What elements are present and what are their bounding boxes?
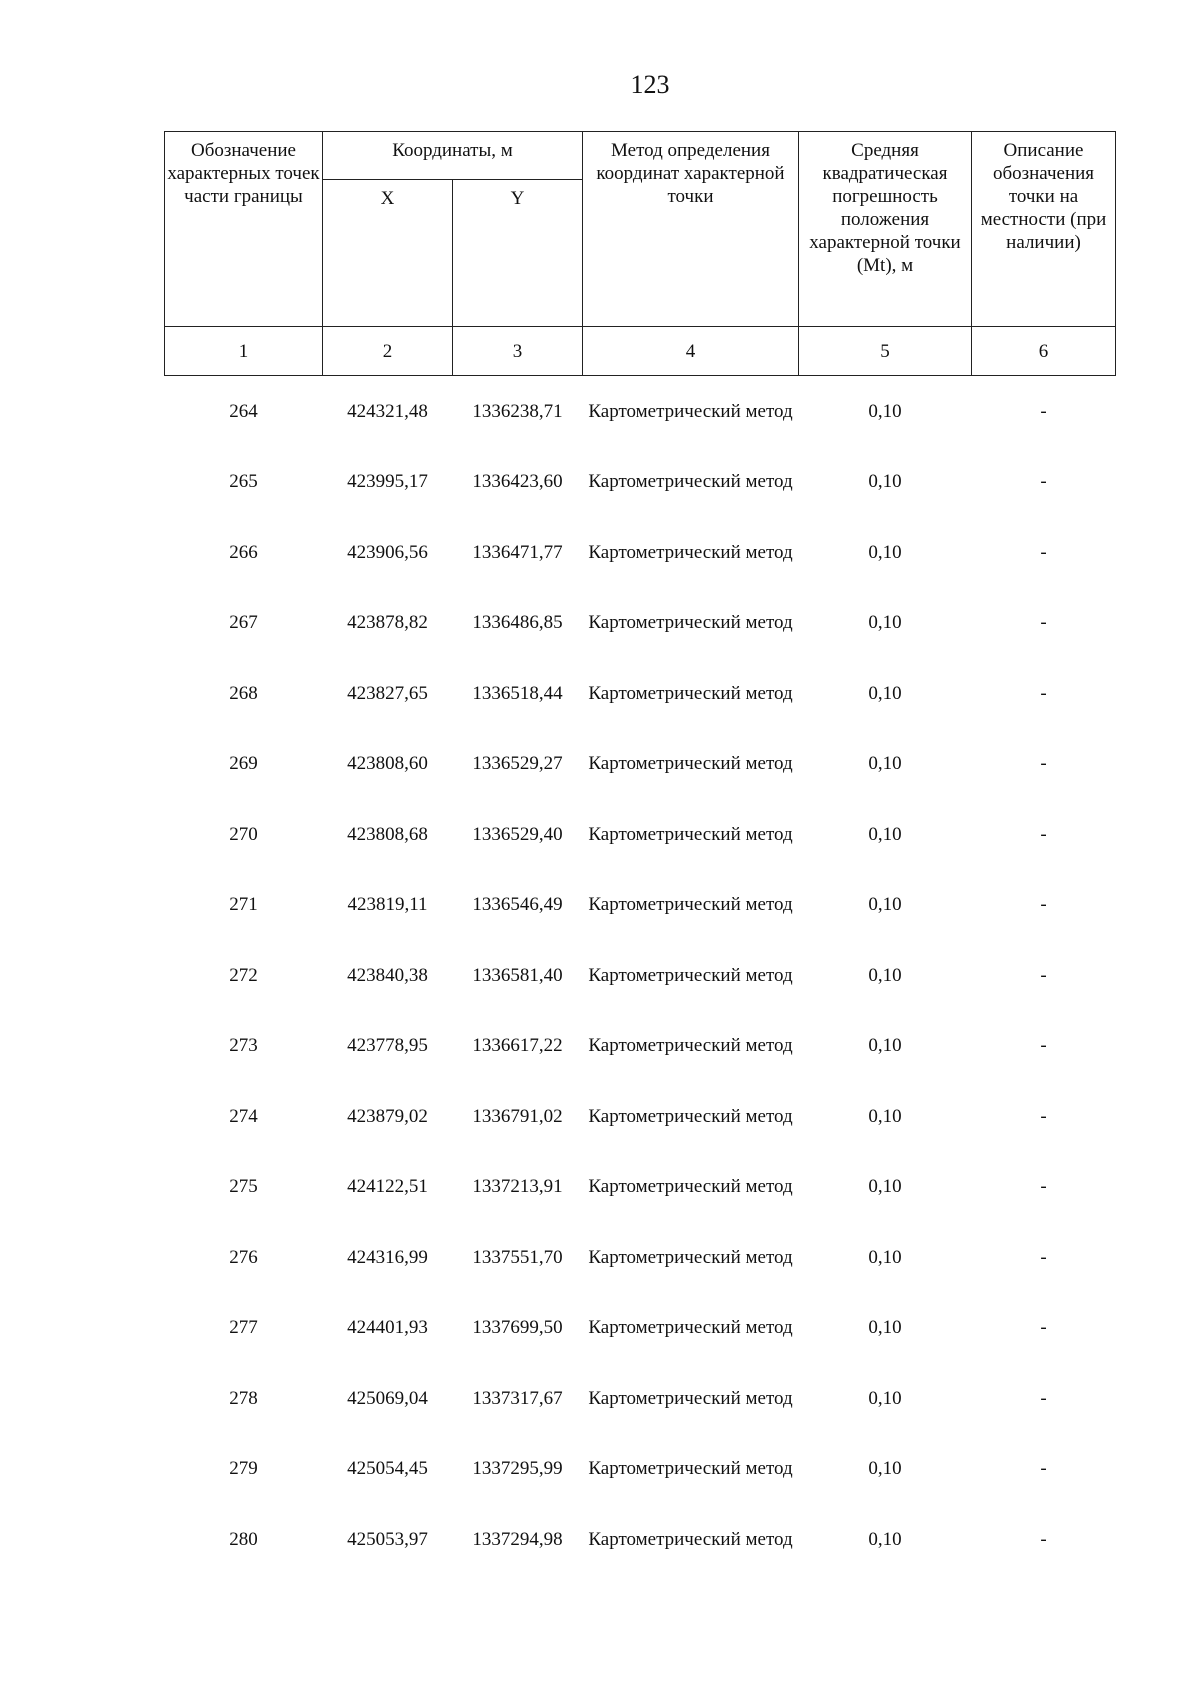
y-coordinate-cell: 1336546,49 (472, 894, 563, 916)
description-cell: - (1040, 753, 1047, 775)
x-coordinate-cell: 423808,68 (347, 823, 428, 845)
description-cell: - (1040, 1317, 1047, 1339)
table-row (165, 1293, 1116, 1364)
description-cell: - (1040, 1176, 1047, 1198)
error-cell: 0,10 (868, 1246, 902, 1268)
table-body (165, 376, 1116, 1575)
table-row (165, 1222, 1116, 1293)
header-point: Обозначение характерных точек части границы (165, 132, 323, 327)
method-cell (583, 447, 799, 518)
y-coordinate-cell: 1336486,85 (472, 612, 563, 634)
boundary-points-table (164, 131, 1116, 1575)
x-coordinate-cell: 423819,11 (347, 894, 428, 916)
header-method: Метод определения координат характерной точки (583, 132, 799, 327)
table-row (165, 658, 1116, 729)
header-coordinates: Координаты, м (323, 132, 583, 180)
y-coordinate-cell: 1336529,40 (472, 823, 563, 845)
method-text: Картометрический метод (588, 1458, 793, 1480)
error-cell: 0,10 (868, 1387, 902, 1409)
point-cell: 279 (229, 1458, 258, 1480)
description-cell: - (1040, 1458, 1047, 1480)
table-row (165, 517, 1116, 588)
column-numbers-row (165, 327, 1116, 376)
method-cell (583, 870, 799, 941)
method-text: Картометрический метод (588, 1387, 793, 1409)
column-number: 1 (165, 327, 323, 376)
error-cell: 0,10 (868, 682, 902, 704)
point-cell: 272 (229, 964, 258, 986)
point-cell: 271 (229, 894, 258, 916)
y-coordinate-cell: 1337551,70 (472, 1246, 563, 1268)
point-cell: 278 (229, 1387, 258, 1409)
point-cell: 269 (229, 753, 258, 775)
y-coordinate-cell: 1337294,98 (472, 1528, 563, 1550)
header-x: X (323, 180, 453, 327)
description-cell: - (1040, 964, 1047, 986)
description-cell: - (1040, 1035, 1047, 1057)
method-text: Картометрический метод (588, 823, 793, 845)
error-cell: 0,10 (868, 1528, 902, 1550)
table-row (165, 588, 1116, 659)
point-cell: 274 (229, 1105, 258, 1127)
table-row (165, 940, 1116, 1011)
x-coordinate-cell: 423808,60 (347, 753, 428, 775)
x-coordinate-cell: 423878,82 (347, 612, 428, 634)
header-description: Описание обозначения точки на местности (при наличии) (972, 132, 1116, 327)
point-cell: 264 (229, 400, 258, 422)
error-cell: 0,10 (868, 1458, 902, 1480)
method-text: Картометрический метод (588, 964, 793, 986)
x-coordinate-cell: 423840,38 (347, 964, 428, 986)
description-cell: - (1040, 1387, 1047, 1409)
description-cell: - (1040, 612, 1047, 634)
method-cell (583, 1081, 799, 1152)
method-cell (583, 376, 799, 447)
method-cell (583, 1363, 799, 1434)
description-cell: - (1040, 1246, 1047, 1268)
x-coordinate-cell: 423879,02 (347, 1105, 428, 1127)
point-cell: 265 (229, 471, 258, 493)
method-cell (583, 799, 799, 870)
error-cell: 0,10 (868, 1176, 902, 1198)
description-cell: - (1040, 400, 1047, 422)
error-cell: 0,10 (868, 400, 902, 422)
point-cell: 276 (229, 1246, 258, 1268)
error-cell: 0,10 (868, 964, 902, 986)
method-text: Картометрический метод (588, 1105, 793, 1127)
error-cell: 0,10 (868, 1317, 902, 1339)
y-coordinate-cell: 1337317,67 (472, 1387, 563, 1409)
method-cell (583, 1434, 799, 1505)
method-cell (583, 1222, 799, 1293)
x-coordinate-cell: 425069,04 (347, 1387, 428, 1409)
table-row (165, 1363, 1116, 1434)
description-cell: - (1040, 1528, 1047, 1550)
point-cell: 266 (229, 541, 258, 563)
y-coordinate-cell: 1336617,22 (472, 1035, 563, 1057)
column-number: 3 (453, 327, 583, 376)
error-cell: 0,10 (868, 612, 902, 634)
method-cell (583, 1504, 799, 1575)
method-text: Картометрический метод (588, 894, 793, 916)
table-row (165, 1152, 1116, 1223)
header-y: Y (453, 180, 583, 327)
y-coordinate-cell: 1336471,77 (472, 541, 563, 563)
error-cell: 0,10 (868, 894, 902, 916)
page-number: 123 (630, 70, 670, 99)
table-row (165, 447, 1116, 518)
y-coordinate-cell: 1337699,50 (472, 1317, 563, 1339)
x-coordinate-cell: 423995,17 (347, 471, 428, 493)
method-text: Картометрический метод (588, 682, 793, 704)
column-number: 6 (972, 327, 1116, 376)
description-cell: - (1040, 682, 1047, 704)
method-text: Картометрический метод (588, 471, 793, 493)
description-cell: - (1040, 471, 1047, 493)
y-coordinate-cell: 1336529,27 (472, 753, 563, 775)
column-number: 4 (583, 327, 799, 376)
error-cell: 0,10 (868, 823, 902, 845)
y-coordinate-cell: 1336791,02 (472, 1105, 563, 1127)
method-text: Картометрический метод (588, 612, 793, 634)
point-cell: 268 (229, 682, 258, 704)
method-text: Картометрический метод (588, 753, 793, 775)
method-text: Картометрический метод (588, 1246, 793, 1268)
x-coordinate-cell: 425054,45 (347, 1458, 428, 1480)
method-text: Картометрический метод (588, 1528, 793, 1550)
description-cell: - (1040, 541, 1047, 563)
method-cell (583, 588, 799, 659)
point-cell: 267 (229, 612, 258, 634)
x-coordinate-cell: 423827,65 (347, 682, 428, 704)
x-coordinate-cell: 424122,51 (347, 1176, 428, 1198)
y-coordinate-cell: 1336238,71 (472, 400, 563, 422)
y-coordinate-cell: 1336518,44 (472, 682, 563, 704)
point-cell: 277 (229, 1317, 258, 1339)
method-text: Картометрический метод (588, 1317, 793, 1339)
method-cell (583, 940, 799, 1011)
x-coordinate-cell: 423906,56 (347, 541, 428, 563)
table-row (165, 799, 1116, 870)
x-coordinate-cell: 424401,93 (347, 1317, 428, 1339)
x-coordinate-cell: 424321,48 (347, 400, 428, 422)
error-cell: 0,10 (868, 1035, 902, 1057)
table-row (165, 1504, 1116, 1575)
table-row (165, 1434, 1116, 1505)
method-text: Картометрический метод (588, 400, 793, 422)
x-coordinate-cell: 423778,95 (347, 1035, 428, 1057)
method-text: Картометрический метод (588, 1176, 793, 1198)
error-cell: 0,10 (868, 541, 902, 563)
header-error: Средняя квадратическая погрешность положения характерной точки (Mt), м (799, 132, 972, 327)
method-text: Картометрический метод (588, 541, 793, 563)
x-coordinate-cell: 424316,99 (347, 1246, 428, 1268)
method-cell (583, 1293, 799, 1364)
description-cell: - (1040, 823, 1047, 845)
x-coordinate-cell: 425053,97 (347, 1528, 428, 1550)
method-cell (583, 1152, 799, 1223)
method-cell (583, 658, 799, 729)
point-cell: 270 (229, 823, 258, 845)
error-cell: 0,10 (868, 753, 902, 775)
error-cell: 0,10 (868, 1105, 902, 1127)
column-number: 2 (323, 327, 453, 376)
table-row (165, 870, 1116, 941)
y-coordinate-cell: 1336423,60 (472, 471, 563, 493)
description-cell: - (1040, 1105, 1047, 1127)
method-cell (583, 1011, 799, 1082)
point-cell: 275 (229, 1176, 258, 1198)
table-row (165, 376, 1116, 447)
y-coordinate-cell: 1337295,99 (472, 1458, 563, 1480)
point-cell: 280 (229, 1528, 258, 1550)
description-cell: - (1040, 894, 1047, 916)
point-cell: 273 (229, 1035, 258, 1057)
method-text: Картометрический метод (588, 1035, 793, 1057)
error-cell: 0,10 (868, 471, 902, 493)
method-cell (583, 517, 799, 588)
y-coordinate-cell: 1336581,40 (472, 964, 563, 986)
table-row (165, 1011, 1116, 1082)
method-cell (583, 729, 799, 800)
y-coordinate-cell: 1337213,91 (472, 1176, 563, 1198)
table-row (165, 1081, 1116, 1152)
table-row (165, 729, 1116, 800)
column-number: 5 (799, 327, 972, 376)
